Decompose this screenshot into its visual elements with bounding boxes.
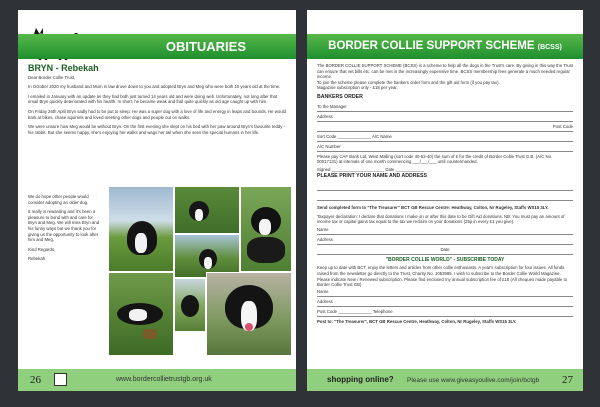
page-header-bcss bbox=[307, 34, 583, 59]
form-field[interactable]: Address bbox=[317, 114, 573, 122]
section-heading: PLEASE PRINT YOUR NAME AND ADDRESS bbox=[317, 173, 427, 180]
article-title: BRYN - Rebekah bbox=[28, 63, 99, 73]
paragraph: It really is rewarding and it's been a pleasure to bond with and care for Bryn and Meg. We will miss Bryn and his funny ways but we thank you for giving us the opportunity to look after him and Meg. bbox=[28, 209, 100, 243]
form-field[interactable]: Address bbox=[317, 299, 573, 307]
header-title: BORDER COLLIE SUPPORT SCHEME bbox=[328, 40, 535, 52]
section-heading: BANKERS ORDER bbox=[317, 93, 363, 100]
paragraph: Kind Regards, bbox=[28, 246, 56, 252]
paragraph: We were unsure how Meg would be without Bryn. On the first evening she slept on his bed with her paw around Bryn's favourite teddy - his rabbit. But she seems happy, she's enjoying her walks and wags her tail when she sees the special humans in her life. bbox=[28, 124, 286, 135]
right-page bbox=[307, 10, 583, 391]
signature-line: Signed ______________________ Date ____________ bbox=[317, 166, 425, 172]
dog-photo bbox=[174, 186, 240, 234]
dog-photo bbox=[206, 272, 292, 356]
paragraph: Dear Border Collie Trust, bbox=[28, 74, 76, 80]
post-to-text: Post to: "The Treasurer", BCT GB Rescue Centre, Heathway, Colton, Nr Rugeley, Staffs WS15 3LY. bbox=[317, 318, 517, 324]
dog-photo bbox=[240, 186, 292, 272]
form-field[interactable]: Post Code ______________ Telephone bbox=[317, 309, 573, 317]
subscribe-text: Keep up to date with BCT, enjoy the letters and articles from other collie enthusiasts. A year's subscription for four issues. All funds raised from the newsletter go directly to the Trust, Charity No. 1053585. I wish to subscribe to the Border Collie World Magazine. Please indicate New / Renewed subscription. Please find enclosed my annual subscription fee of £18 (All cheques made payable to Border Collie Trust GB) bbox=[317, 265, 568, 288]
intro-paragraph: Magazine subscription only - £18 per year. bbox=[317, 85, 398, 91]
paragraph: Rebekah bbox=[28, 256, 46, 262]
taxpayer-declaration: Taxpayer declaration: I declare that donations I make on or after this date to be Gift Aid donations. NB: You must pay an amount of income tax or capital gains tax equal to the tax we reclaim on your donations (25p in every £1 you give). bbox=[317, 213, 565, 225]
send-to-text: Send completed form to "The Treasurer" BCT GB Rescue Centre: Heathway, Colton, Nr Rugeley, Staffs WS15 3LY. bbox=[317, 204, 549, 210]
page-footer bbox=[18, 369, 296, 391]
form-field[interactable]: Address bbox=[317, 237, 573, 245]
footer-website-link[interactable]: Please use www.giveasyoulive.com/join/bctgb bbox=[407, 377, 540, 384]
section-heading: "BORDER COLLIE WORLD" - SUBSCRIBE TODAY bbox=[385, 256, 505, 263]
dog-photo bbox=[174, 278, 206, 332]
left-page bbox=[18, 10, 296, 391]
form-field[interactable]: To the Manager bbox=[317, 104, 573, 112]
page-footer bbox=[307, 369, 583, 391]
form-field[interactable]: Post Code bbox=[317, 124, 573, 132]
paragraph: We do hope other people would consider adopting an older dog. bbox=[28, 194, 89, 205]
intro-paragraph: To join the scheme please complete the bankers order form and the gift aid form (if you pay tax). bbox=[317, 79, 500, 85]
qr-code-icon bbox=[54, 373, 67, 386]
dog-photo bbox=[108, 272, 174, 356]
form-field[interactable] bbox=[317, 193, 573, 201]
page-number: 27 bbox=[562, 374, 573, 386]
header-suffix: (BCSS) bbox=[537, 44, 562, 51]
footer-website-link[interactable]: www.bordercollietrustgb.org.uk bbox=[116, 376, 212, 383]
paragraph: I emailed in January with an update as they had both just turned 14 years old and were doing well. Unfortunately, not long after that email Bryn quickly deteriorated with his health. In short, he became weak and frail quite quickly as old age caught up with him. bbox=[28, 93, 278, 105]
footer-prompt: shopping online? bbox=[327, 375, 394, 384]
form-field[interactable]: Name bbox=[317, 227, 573, 235]
bank-instruction: Please pay CAF Bank Ltd, West Malling (sort code 40-52-40) the sum of £ for the credit of Border Collie Trust G.B. (A/C No. 00017131) at intervals of one month commencing ___/___/___ until countermanded. bbox=[317, 153, 553, 165]
form-field[interactable]: Date bbox=[317, 247, 573, 255]
form-field[interactable]: Name bbox=[317, 289, 573, 297]
dog-photo bbox=[108, 186, 174, 272]
paragraph: On Friday 26th April Bryn sadly had to be put to sleep. He was a super dog with a love of life and energy in leaps and bounds. He would bark at bikes, chase squirrels and loved meeting other dogs and people out on walks. bbox=[28, 108, 286, 120]
paragraph: In October 2020 my husband and Mum in law drove down to you and adopted Bryn and Meg who were both 10 years old at the time. bbox=[28, 84, 281, 90]
page-header-obituaries: OBITUARIES bbox=[18, 34, 296, 59]
form-field[interactable] bbox=[317, 183, 573, 191]
form-field[interactable]: Sort Code ______________ A/C Name bbox=[317, 134, 573, 142]
form-field[interactable]: A/C Number bbox=[317, 144, 573, 152]
intro-paragraph: The BORDER COLLIE SUPPORT SCHEME (BCSS) is a scheme to help all the dogs in the Trust's care. By giving in this way the Trust can ensure that vet bills etc. can be met in the increasingly expensive time. BCSS membership fees generate a much needed regular income. bbox=[317, 63, 573, 80]
page-number: 26 bbox=[30, 374, 41, 386]
